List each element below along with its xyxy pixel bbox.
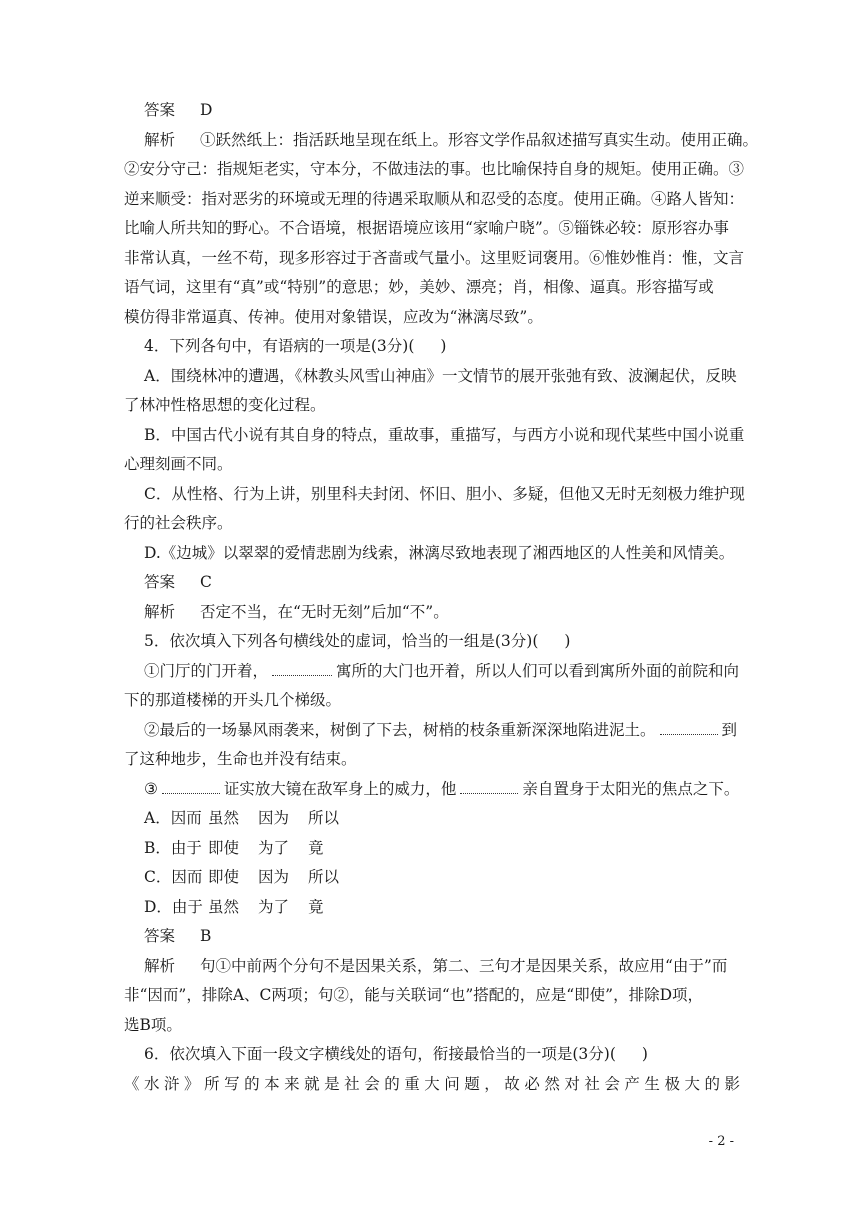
page-number: - 2 - <box>708 1134 734 1149</box>
q5-analysis-line: 非“因而”，排除A、C两项；句②，能与关联词“也”搭配的，应是“即使”，排除D项， <box>124 986 704 1004</box>
fill-blank <box>460 779 518 794</box>
q5-option-b: B．由于 即使 为了 竟 <box>144 838 324 857</box>
q6-text: 《水浒》所写的本来就是社会的重大问题，故必然对社会产生极大的影 <box>124 1074 740 1093</box>
q5-option-c: C．因而 即使 因为 所以 <box>144 868 340 886</box>
q5-answer: 答案 B <box>144 927 212 945</box>
q6-stem: 6．依次填入下面一段文字横线处的语句，衔接最恰当的一项是(3分)( ) <box>144 1045 648 1063</box>
q5-stem: 5．依次填入下列各句横线处的虚词，恰当的一组是(3分)( ) <box>144 632 571 650</box>
q4-option-c: C．从性格、行为上讲，别里科夫封闭、怀旧、胆小、多疑，但他又无时无刻极力维护现 <box>144 484 745 503</box>
q4-option-d: D.《边城》以翠翠的爱情悲剧为线索，淋漓尽致地表现了湘西地区的人性美和风情美。 <box>144 543 735 562</box>
fill-blank <box>272 661 332 676</box>
q5-sentence-1-cont: 下的那道楼梯的开头几个梯级。 <box>124 691 342 709</box>
q4-option-a-cont: 了林冲性格思想的变化过程。 <box>124 396 326 414</box>
q3-analysis-line: 解析 ①跃然纸上：指活跃地呈现在纸上。形容文学作品叙述描写真实生动。使用正确。 <box>144 130 759 149</box>
q3-analysis-line: 比喻人所共知的野心。不合语境，根据语境应该用“家喻户晓”。⑤锱铢必较：原形容办事 <box>124 219 729 237</box>
q3-analysis-line: 非常认真，一丝不苟，现多形容过于吝啬或气量小。这里贬词褒用。⑥惟妙惟肖：惟，文言 <box>124 248 745 267</box>
q5-analysis-line: 选B项。 <box>124 1015 182 1034</box>
q4-option-b-cont: 心理刻画不同。 <box>124 455 233 473</box>
q4-option-b: B．中国古代小说有其自身的特点，重故事，重描写，与西方小说和现代某些中国小说重 <box>144 425 745 444</box>
q4-option-c-cont: 行的社会秩序。 <box>124 514 233 532</box>
q5-sentence-1: ①门厅的门开着， 寓所的大门也开着，所以人们可以看到寓所外面的前院和向 <box>144 661 740 680</box>
q5-sentence-2: ②最后的一场暴风雨袭来，树倒了下去，树梢的枝条重新深深地陷进泥土。 到 <box>144 720 738 739</box>
q5-sentence-2-cont: 了这种地步，生命也并没有结束。 <box>124 750 357 768</box>
q3-analysis-line: 语气词，这里有“真”或“特别”的意思；妙，美妙、漂亮；肖，相像、逼真。形容描写或 <box>124 278 714 296</box>
q5-option-d: D．由于 虽然 为了 竟 <box>144 897 324 916</box>
q4-analysis: 解析 否定不当，在“无时无刻”后加“不”。 <box>144 602 449 621</box>
q3-answer: 答案 D <box>144 101 213 119</box>
q3-analysis-line: 模仿得非常逼真、传神。使用对象错误，应改为“淋漓尽致”。 <box>124 307 543 326</box>
q4-answer: 答案 C <box>144 573 212 591</box>
q4-stem: 4．下列各句中，有语病的一项是(3分)( ) <box>144 337 447 355</box>
q3-analysis-line: 逆来顺受：指对恶劣的环境或无理的待遇采取顺从和忍受的态度。使用正确。④路人皆知： <box>124 189 745 208</box>
q5-sentence-3: ③ 证实放大镜在敌军身上的威力，他 亲自置身于太阳光的焦点之下。 <box>144 779 740 798</box>
fill-blank <box>660 720 718 735</box>
q5-option-a: A．因而 虽然 因为 所以 <box>144 809 340 827</box>
fill-blank <box>162 779 220 794</box>
q3-analysis-line: ②安分守己：指规矩老实，守本分，不做违法的事。也比喻保持自身的规矩。使用正确。③ <box>124 160 745 178</box>
q4-option-a: A．围绕林冲的遭遇，《林教头风雪山神庙》一文情节的展开张弛有致、波澜起伏，反映 <box>144 366 737 385</box>
q5-analysis-line: 解析 句①中前两个分句不是因果关系，第二、三句才是因果关系，故应用“由于”而 <box>144 956 728 975</box>
